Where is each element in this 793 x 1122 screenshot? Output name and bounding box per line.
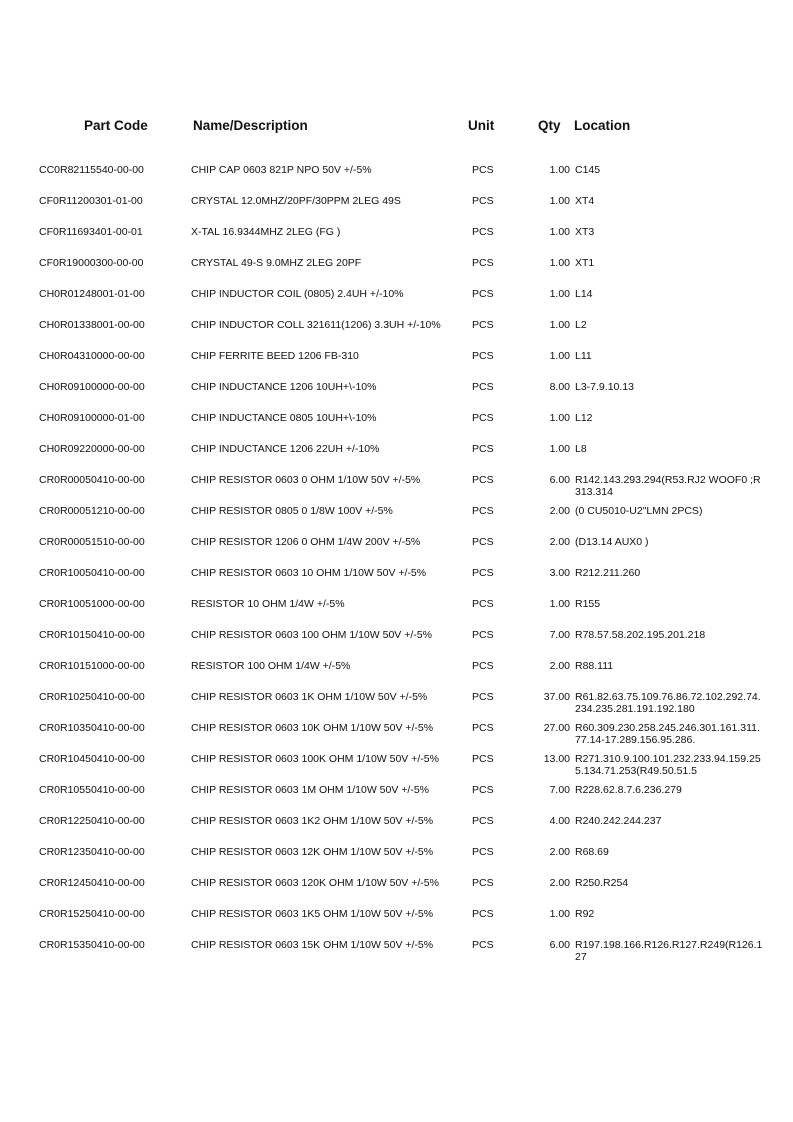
part-code-cell: CR0R15350410-00-00: [39, 939, 145, 951]
location-cell: L3-7.9.10.13: [575, 381, 634, 393]
unit-cell: PCS: [472, 908, 494, 920]
part-code-cell: CF0R19000300-00-00: [39, 257, 144, 269]
description-cell: CHIP INDUCTANCE 1206 10UH+\-10%: [191, 381, 377, 393]
description-cell: CHIP RESISTOR 0603 1K2 OHM 1/10W 50V +/-5%: [191, 815, 434, 827]
qty-cell: 2.00: [549, 505, 570, 517]
description-cell: CHIP INDUCTANCE 0805 10UH+\-10%: [191, 412, 377, 424]
table-row: [0, 536, 793, 567]
qty-cell: 1.00: [549, 443, 570, 455]
location-cell: R61.82.63.75.109.76.86.72.102.292.74.234.235.281.191.192.180: [575, 691, 761, 715]
table-row: [0, 939, 793, 970]
table-row: [0, 815, 793, 846]
table-row: [0, 505, 793, 536]
description-cell: CHIP RESISTOR 0603 1M OHM 1/10W 50V +/-5%: [191, 784, 429, 796]
part-code-cell: CF0R11693401-00-01: [39, 226, 143, 238]
qty-cell: 1.00: [549, 598, 570, 610]
unit-cell: PCS: [472, 381, 494, 393]
location-cell: R142.143.293.294(R53.RJ2 WOOF0 ;R313.314: [575, 474, 761, 498]
qty-cell: 2.00: [549, 536, 570, 548]
unit-cell: PCS: [472, 288, 494, 300]
qty-cell: 1.00: [549, 195, 570, 207]
description-cell: CHIP RESISTOR 0603 12K OHM 1/10W 50V +/-5%: [191, 846, 434, 858]
unit-cell: PCS: [472, 846, 494, 858]
description-cell: RESISTOR 100 OHM 1/4W +/-5%: [191, 660, 351, 672]
description-cell: CHIP FERRITE BEED 1206 FB-310: [191, 350, 359, 362]
description-cell: CHIP RESISTOR 0603 100 OHM 1/10W 50V +/-5%: [191, 629, 432, 641]
unit-cell: PCS: [472, 350, 494, 362]
part-code-cell: CR0R10151000-00-00: [39, 660, 145, 672]
part-code-cell: CH0R09220000-00-00: [39, 443, 145, 455]
location-cell: R240.242.244.237: [575, 815, 662, 827]
location-cell: C145: [575, 164, 601, 176]
qty-cell: 1.00: [549, 319, 570, 331]
table-row: [0, 567, 793, 598]
location-cell: XT4: [575, 195, 595, 207]
qty-cell: 1.00: [549, 288, 570, 300]
table-row: [0, 257, 793, 288]
description-cell: CHIP RESISTOR 0603 10K OHM 1/10W 50V +/-5%: [191, 722, 434, 734]
table-row: [0, 350, 793, 381]
table-row: [0, 319, 793, 350]
part-code-cell: CF0R11200301-01-00: [39, 195, 143, 207]
unit-cell: PCS: [472, 784, 494, 796]
part-code-cell: CC0R82115540-00-00: [39, 164, 144, 176]
table-row: [0, 629, 793, 660]
description-cell: CHIP CAP 0603 821P NPO 50V +/-5%: [191, 164, 372, 176]
location-cell: R271.310.9.100.101.232.233.94.159.255.134.71.253(R49.50.51.5: [575, 753, 761, 777]
description-cell: CHIP INDUCTOR COLL 321611(1206) 3.3UH +/-10%: [191, 319, 441, 331]
unit-cell: PCS: [472, 319, 494, 331]
location-cell: XT3: [575, 226, 595, 238]
unit-cell: PCS: [472, 226, 494, 238]
table-row: [0, 443, 793, 474]
unit-cell: PCS: [472, 629, 494, 641]
table-row: [0, 195, 793, 226]
header-qty: Qty: [538, 118, 561, 133]
table-row: [0, 753, 793, 784]
part-code-cell: CR0R00051510-00-00: [39, 536, 145, 548]
location-cell: R228.62.8.7.6.236.279: [575, 784, 682, 796]
table-row: [0, 846, 793, 877]
location-cell: R88.111: [575, 660, 614, 672]
qty-cell: 1.00: [549, 226, 570, 238]
location-cell: (D13.14 AUX0 ): [575, 536, 649, 548]
location-cell: L11: [575, 350, 592, 362]
location-cell: XT1: [575, 257, 595, 269]
unit-cell: PCS: [472, 505, 494, 517]
part-code-cell: CR0R15250410-00-00: [39, 908, 145, 920]
unit-cell: PCS: [472, 195, 494, 207]
part-code-cell: CR0R10250410-00-00: [39, 691, 145, 703]
description-cell: CHIP RESISTOR 0603 1K5 OHM 1/10W 50V +/-5%: [191, 908, 434, 920]
description-cell: CHIP RESISTOR 0603 0 OHM 1/10W 50V +/-5%: [191, 474, 421, 486]
part-code-cell: CR0R10550410-00-00: [39, 784, 145, 796]
description-cell: X-TAL 16.9344MHZ 2LEG (FG ): [191, 226, 341, 238]
description-cell: CHIP RESISTOR 0603 15K OHM 1/10W 50V +/-5%: [191, 939, 434, 951]
location-cell: L2: [575, 319, 587, 331]
part-code-cell: CH0R09100000-00-00: [39, 381, 145, 393]
qty-cell: 37.00: [543, 691, 570, 703]
unit-cell: PCS: [472, 598, 494, 610]
location-cell: (0 CU5010-U2"LMN 2PCS): [575, 505, 703, 517]
description-cell: CHIP RESISTOR 0603 1K OHM 1/10W 50V +/-5%: [191, 691, 428, 703]
description-cell: CHIP RESISTOR 0603 10 OHM 1/10W 50V +/-5%: [191, 567, 427, 579]
qty-cell: 4.00: [549, 815, 570, 827]
header-part-code: Part Code: [84, 118, 148, 133]
qty-cell: 1.00: [549, 350, 570, 362]
unit-cell: PCS: [472, 567, 494, 579]
table-row: [0, 226, 793, 257]
part-code-cell: CR0R10350410-00-00: [39, 722, 145, 734]
part-code-cell: CR0R00050410-00-00: [39, 474, 145, 486]
unit-cell: PCS: [472, 877, 494, 889]
location-cell: R212.211.260: [575, 567, 641, 579]
unit-cell: PCS: [472, 815, 494, 827]
unit-cell: PCS: [472, 443, 494, 455]
location-cell: R60.309.230.258.245.246.301.161.311.77.14-17.289.156.95.286.: [575, 722, 760, 746]
part-code-cell: CR0R12350410-00-00: [39, 846, 145, 858]
unit-cell: PCS: [472, 257, 494, 269]
location-cell: R250.R254: [575, 877, 629, 889]
description-cell: CHIP INDUCTOR COIL (0805) 2.4UH +/-10%: [191, 288, 404, 300]
part-code-cell: CH0R09100000-01-00: [39, 412, 145, 424]
location-cell: L8: [575, 443, 587, 455]
location-cell: R197.198.166.R126.R127.R249(R126.127: [575, 939, 763, 963]
location-cell: L12: [575, 412, 593, 424]
part-code-cell: CR0R10450410-00-00: [39, 753, 145, 765]
location-cell: R155: [575, 598, 601, 610]
description-cell: CHIP RESISTOR 1206 0 OHM 1/4W 200V +/-5%: [191, 536, 421, 548]
table-row: [0, 722, 793, 753]
qty-cell: 1.00: [549, 257, 570, 269]
qty-cell: 8.00: [549, 381, 570, 393]
description-cell: RESISTOR 10 OHM 1/4W +/-5%: [191, 598, 345, 610]
table-row: [0, 164, 793, 195]
qty-cell: 3.00: [549, 567, 570, 579]
table-row: [0, 908, 793, 939]
location-cell: R68.69: [575, 846, 609, 858]
description-cell: CHIP INDUCTANCE 1206 22UH +/-10%: [191, 443, 380, 455]
qty-cell: 7.00: [549, 784, 570, 796]
qty-cell: 1.00: [549, 164, 570, 176]
qty-cell: 13.00: [543, 753, 570, 765]
part-code-cell: CR0R10150410-00-00: [39, 629, 145, 641]
location-cell: R92: [575, 908, 595, 920]
qty-cell: 1.00: [549, 412, 570, 424]
description-cell: CHIP RESISTOR 0603 100K OHM 1/10W 50V +/-5%: [191, 753, 439, 765]
qty-cell: 2.00: [549, 660, 570, 672]
part-code-cell: CR0R12450410-00-00: [39, 877, 145, 889]
unit-cell: PCS: [472, 722, 494, 734]
description-cell: CRYSTAL 12.0MHZ/20PF/30PPM 2LEG 49S: [191, 195, 401, 207]
part-code-cell: CH0R01248001-01-00: [39, 288, 145, 300]
table-row: [0, 660, 793, 691]
table-row: [0, 474, 793, 505]
unit-cell: PCS: [472, 536, 494, 548]
part-code-cell: CH0R04310000-00-00: [39, 350, 145, 362]
qty-cell: 6.00: [549, 939, 570, 951]
unit-cell: PCS: [472, 412, 494, 424]
unit-cell: PCS: [472, 660, 494, 672]
table-row: [0, 877, 793, 908]
unit-cell: PCS: [472, 939, 494, 951]
table-row: [0, 598, 793, 629]
qty-cell: 1.00: [549, 908, 570, 920]
qty-cell: 2.00: [549, 846, 570, 858]
part-code-cell: CR0R00051210-00-00: [39, 505, 145, 517]
unit-cell: PCS: [472, 691, 494, 703]
part-code-cell: CH0R01338001-00-00: [39, 319, 145, 331]
header-unit: Unit: [468, 118, 495, 133]
table-row: [0, 412, 793, 443]
description-cell: CRYSTAL 49-S 9.0MHZ 2LEG 20PF: [191, 257, 362, 269]
qty-cell: 6.00: [549, 474, 570, 486]
description-cell: CHIP RESISTOR 0805 0 1/8W 100V +/-5%: [191, 505, 393, 517]
qty-cell: 2.00: [549, 877, 570, 889]
header-location: Location: [574, 118, 631, 133]
header-description: Name/Description: [193, 118, 308, 133]
part-code-cell: CR0R10050410-00-00: [39, 567, 145, 579]
qty-cell: 27.00: [543, 722, 570, 734]
description-cell: CHIP RESISTOR 0603 120K OHM 1/10W 50V +/-5%: [191, 877, 439, 889]
part-code-cell: CR0R12250410-00-00: [39, 815, 145, 827]
table-row: [0, 784, 793, 815]
part-code-cell: CR0R10051000-00-00: [39, 598, 145, 610]
table-row: [0, 691, 793, 722]
qty-cell: 7.00: [549, 629, 570, 641]
unit-cell: PCS: [472, 753, 494, 765]
table-row: [0, 288, 793, 319]
location-cell: L14: [575, 288, 593, 300]
unit-cell: PCS: [472, 164, 494, 176]
table-row: [0, 381, 793, 412]
location-cell: R78.57.58.202.195.201.218: [575, 629, 706, 641]
unit-cell: PCS: [472, 474, 494, 486]
